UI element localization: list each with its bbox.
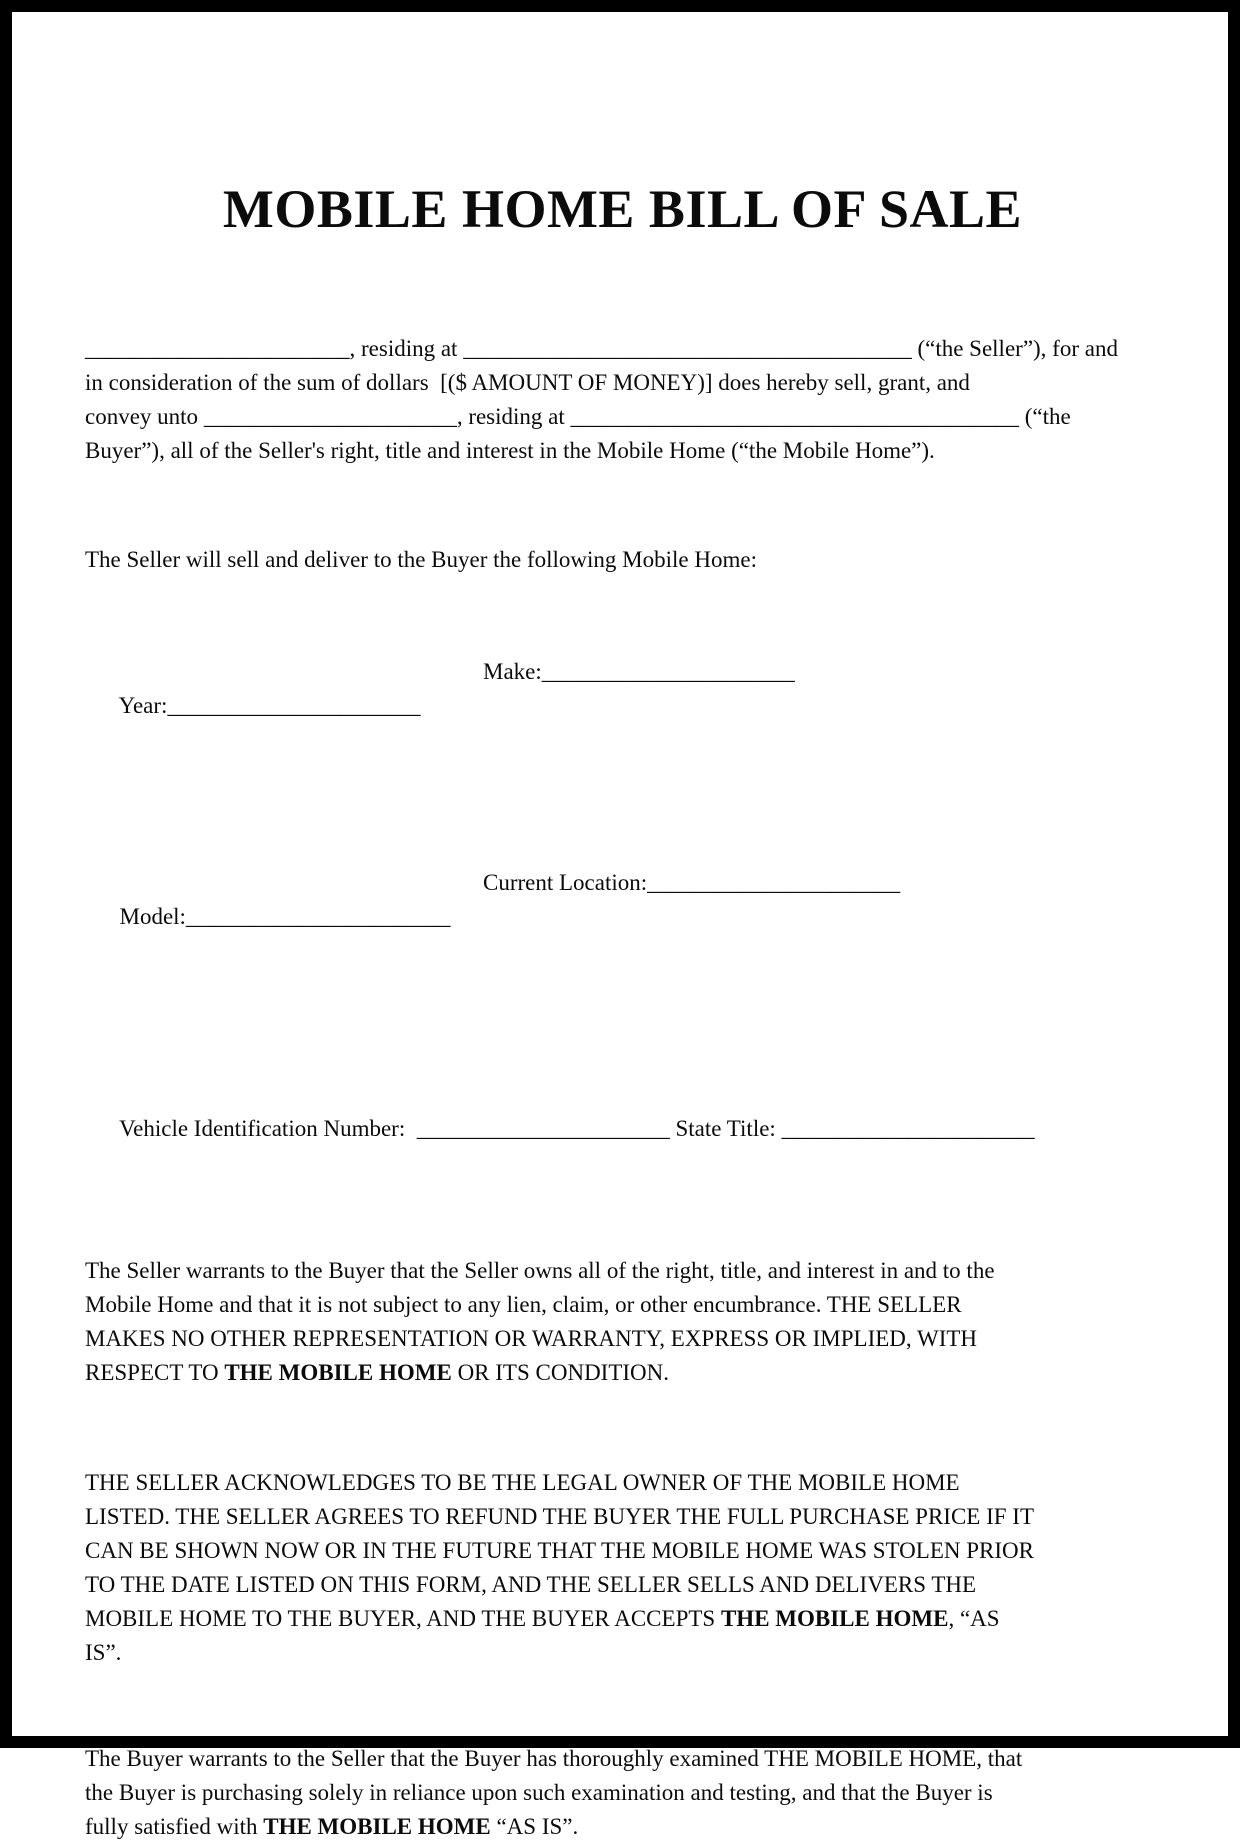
- buyer-warranty-line-3-post: “AS IS”.: [490, 1814, 579, 1839]
- make-label: Make:: [483, 659, 542, 684]
- year-label: Year:: [118, 693, 168, 718]
- seller-warranty-line-3: MAKES NO OTHER REPRESENTATION OR WARRANTY, EXPRESS OR IMPLIED, WITH: [85, 1326, 978, 1351]
- state-title-field-blank[interactable]: ______________________: [781, 1116, 1035, 1141]
- buyer-warranty-line-2: the Buyer is purchasing solely in reliance upon such examination and testing, and that the Buyer is: [85, 1780, 993, 1805]
- intro-line-3-text-1: convey unto: [85, 404, 204, 429]
- acknowledgment-line-2: LISTED. THE SELLER AGREES TO REFUND THE BUYER THE FULL PURCHASE PRICE IF IT: [85, 1504, 1035, 1529]
- seller-warranty-paragraph: [85, 1254, 1160, 1390]
- document-content: [12, 177, 1228, 1844]
- seller-warranty-line-4-bold: THE MOBILE HOME: [224, 1360, 452, 1385]
- buyer-warranty-line-3-pre: fully satisfied with: [85, 1814, 264, 1839]
- seller-warranty-line-1: The Seller warrants to the Buyer that the Seller owns all of the right, title, and interest in and to the: [85, 1258, 995, 1283]
- seller-warranty-line-4: [85, 1356, 1160, 1390]
- acknowledgment-paragraph: [85, 1466, 1160, 1670]
- model-label: Model:: [119, 904, 186, 929]
- intro-line-3: [85, 400, 1160, 434]
- acknowledgment-line-3: CAN BE SHOWN NOW OR IN THE FUTURE THAT THE MOBILE HOME WAS STOLEN PRIOR: [85, 1538, 1034, 1563]
- year-make-row: [85, 655, 1160, 791]
- seller-warranty-line-4-post: OR ITS CONDITION.: [451, 1360, 670, 1385]
- intro-line-1-text-1: , residing at: [349, 336, 464, 361]
- intro-line-3-text-2: , residing at: [456, 404, 571, 429]
- intro-line-4: Buyer”), all of the Seller's right, title and interest in the Mobile Home (“the Mobile Home”).: [85, 438, 935, 463]
- intro-line-2: in consideration of the sum of dollars [($ AMOUNT OF MONEY)] does hereby sell, grant, and: [85, 370, 970, 395]
- seller-address-blank[interactable]: _______________________________________: [463, 336, 912, 361]
- current-location-column: [483, 866, 900, 900]
- document-title: MOBILE HOME BILL OF SALE: [222, 179, 1023, 239]
- vin-field-blank[interactable]: ______________________: [416, 1116, 670, 1141]
- intro-line-3-text-3: (“the: [1019, 404, 1071, 429]
- buyer-warranty-line-1: The Buyer warrants to the Seller that the Buyer has thoroughly examined THE MOBILE HOME, that: [85, 1746, 1023, 1771]
- acknowledgment-line-5-post: , “AS: [948, 1606, 1000, 1631]
- intro-line-1-text-2: (“the Seller”), for and: [911, 336, 1118, 361]
- acknowledgment-line-5: [85, 1602, 1160, 1636]
- buyer-warranty-line-3: [85, 1810, 1160, 1844]
- make-field-blank[interactable]: ______________________: [541, 659, 795, 684]
- buyer-address-blank[interactable]: _______________________________________: [570, 404, 1020, 429]
- model-field-blank[interactable]: _______________________: [185, 904, 451, 929]
- seller-warranty-line-2: Mobile Home and that it is not subject to any lien, claim, or other encumbrance. THE SELLER: [85, 1292, 962, 1317]
- vin-state-title-row: [85, 1078, 1160, 1180]
- buyer-warranty-paragraph: [85, 1742, 1160, 1844]
- vin-label: Vehicle Identification Number:: [119, 1116, 417, 1141]
- current-location-field-blank[interactable]: ______________________: [647, 870, 901, 895]
- intro-line-1: [85, 332, 1160, 366]
- seller-warranty-line-4-pre: RESPECT TO: [85, 1360, 225, 1385]
- year-field-blank[interactable]: ______________________: [167, 693, 421, 718]
- seller-name-blank[interactable]: _______________________: [85, 336, 350, 361]
- current-location-label: Current Location:: [483, 870, 648, 895]
- acknowledgment-line-1: THE SELLER ACKNOWLEDGES TO BE THE LEGAL OWNER OF THE MOBILE HOME: [85, 1470, 960, 1495]
- acknowledgment-line-6: IS”.: [85, 1640, 122, 1665]
- delivery-heading: The Seller will sell and deliver to the Buyer the following Mobile Home:: [85, 547, 757, 572]
- acknowledgment-line-5-bold: THE MOBILE HOME: [720, 1606, 949, 1631]
- intro-paragraph: [85, 332, 1160, 468]
- buyer-name-blank[interactable]: ______________________: [203, 404, 457, 429]
- model-location-row: [85, 866, 1160, 1002]
- state-title-label: State Title:: [669, 1116, 782, 1141]
- acknowledgment-line-5-pre: MOBILE HOME TO THE BUYER, AND THE BUYER ACCEPTS: [85, 1606, 721, 1631]
- acknowledgment-line-4: TO THE DATE LISTED ON THIS FORM, AND THE SELLER SELLS AND DELIVERS THE: [85, 1572, 977, 1597]
- buyer-warranty-line-3-bold: THE MOBILE HOME: [263, 1814, 491, 1839]
- make-column: [483, 655, 795, 689]
